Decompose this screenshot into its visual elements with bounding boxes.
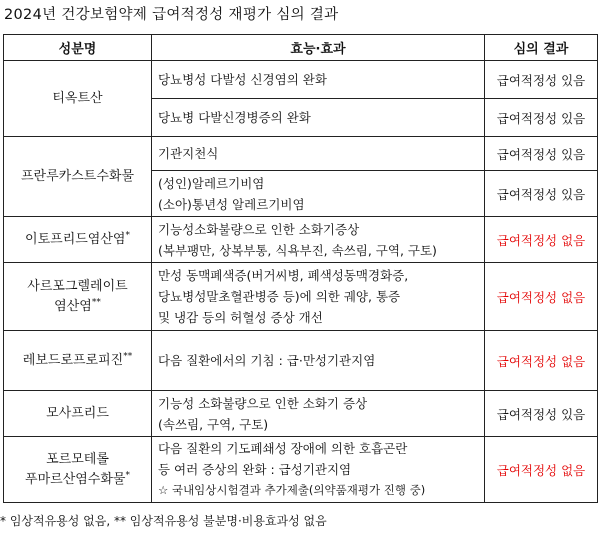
effect-line: 당뇨병 다발신경병증의 완화 <box>158 110 311 125</box>
effect-line: 당뇨병성말초혈관병증 등)에 의한 궤양, 통증 <box>158 289 401 304</box>
effect-line: 등 여러 증상의 완화 : 급성기관지염 <box>158 462 352 477</box>
ingredient-name-line: 염산염 <box>54 298 92 314</box>
footnote-mark: ** <box>91 297 101 308</box>
effect-line: 기관지천식 <box>158 146 219 161</box>
effect-cell <box>152 137 485 171</box>
ingredient-name: 모사프리드 <box>4 391 152 437</box>
ingredient-name <box>4 263 152 331</box>
ingredient-name: 티옥트산 <box>4 61 152 137</box>
table-header-row <box>4 35 598 61</box>
result-cell: 급여적정성 없음 <box>485 437 598 503</box>
effect-cell <box>152 391 485 437</box>
ingredient-name-text: 레보드로프로피진 <box>22 352 124 368</box>
effect-line: 당뇨병성 다발성 신경염의 완화 <box>158 72 327 87</box>
table-row <box>4 331 598 391</box>
result-cell: 급여적정성 있음 <box>485 137 598 171</box>
effect-line: 만성 동맥폐색증(버거씨병, 폐색성동맥경화증, <box>158 268 409 283</box>
header-effect: 효능·효과 <box>152 35 485 61</box>
table-row <box>4 217 598 263</box>
effect-cell <box>152 99 485 137</box>
result-cell: 급여적정성 있음 <box>485 171 598 217</box>
footnote-mark: * <box>125 230 130 241</box>
page-title: 2024년 건강보험약제 급여적정성 재평가 심의 결과 <box>4 7 339 23</box>
effect-line: (소아)통년성 알레르기비염 <box>158 196 305 212</box>
header-result: 심의 결과 <box>485 35 598 61</box>
table-row <box>4 137 598 171</box>
effect-line: 기능성 소화불량으로 인한 소화기 증상 <box>158 395 368 411</box>
table-row <box>4 437 598 503</box>
table-row <box>4 61 598 99</box>
effect-line: ☆ 국내임상시험결과 추가제출(의약품재평가 진행 중) <box>158 483 426 497</box>
ingredient-name <box>4 437 152 503</box>
effect-cell <box>152 171 485 217</box>
effect-cell <box>152 61 485 99</box>
table-row <box>4 263 598 331</box>
ingredient-name <box>4 217 152 263</box>
result-cell: 급여적정성 있음 <box>485 99 598 137</box>
effect-line: 기능성소화불량으로 인한 소화기증상 <box>158 221 360 237</box>
effect-cell <box>152 217 485 263</box>
result-cell: 급여적정성 있음 <box>485 391 598 437</box>
evaluation-table <box>3 34 598 503</box>
effect-line: (속쓰림, 구역, 구토) <box>158 416 269 432</box>
table-row <box>4 391 598 437</box>
result-cell: 급여적정성 없음 <box>485 263 598 331</box>
effect-line: (복부팽만, 상복부통, 식욕부진, 속쓰림, 구역, 구토) <box>158 242 437 258</box>
footnote: * 임상적유용성 없음, ** 임상적유용성 불분명·비용효과성 없음 <box>0 514 327 528</box>
ingredient-name: 프란루카스트수화물 <box>4 137 152 217</box>
effect-line: 다음 질환에서의 기침 : 급·만성기관지염 <box>158 353 376 368</box>
result-cell: 급여적정성 없음 <box>485 217 598 263</box>
effect-line: (성인)알레르기비염 <box>158 175 265 191</box>
effect-cell <box>152 437 485 503</box>
ingredient-name-text: 이토프리드염산염 <box>25 231 126 247</box>
result-cell: 급여적정성 없음 <box>485 331 598 391</box>
ingredient-name-line: 포르모테롤 <box>46 451 109 467</box>
result-cell: 급여적정성 있음 <box>485 61 598 99</box>
effect-cell <box>152 331 485 391</box>
header-name: 성분명 <box>4 35 152 61</box>
effect-line: 다음 질환의 기도폐쇄성 장애에 의한 호흡곤란 <box>158 441 408 456</box>
effect-cell <box>152 263 485 331</box>
ingredient-name <box>4 331 152 391</box>
footnote-mark: * <box>125 470 130 481</box>
effect-line: 및 냉감 등의 허혈성 증상 개선 <box>158 310 323 325</box>
footnote-mark: ** <box>123 351 133 362</box>
ingredient-name-line: 사르포그렐레이트 <box>27 278 128 294</box>
ingredient-name-line: 푸마르산염수화물 <box>25 471 126 487</box>
